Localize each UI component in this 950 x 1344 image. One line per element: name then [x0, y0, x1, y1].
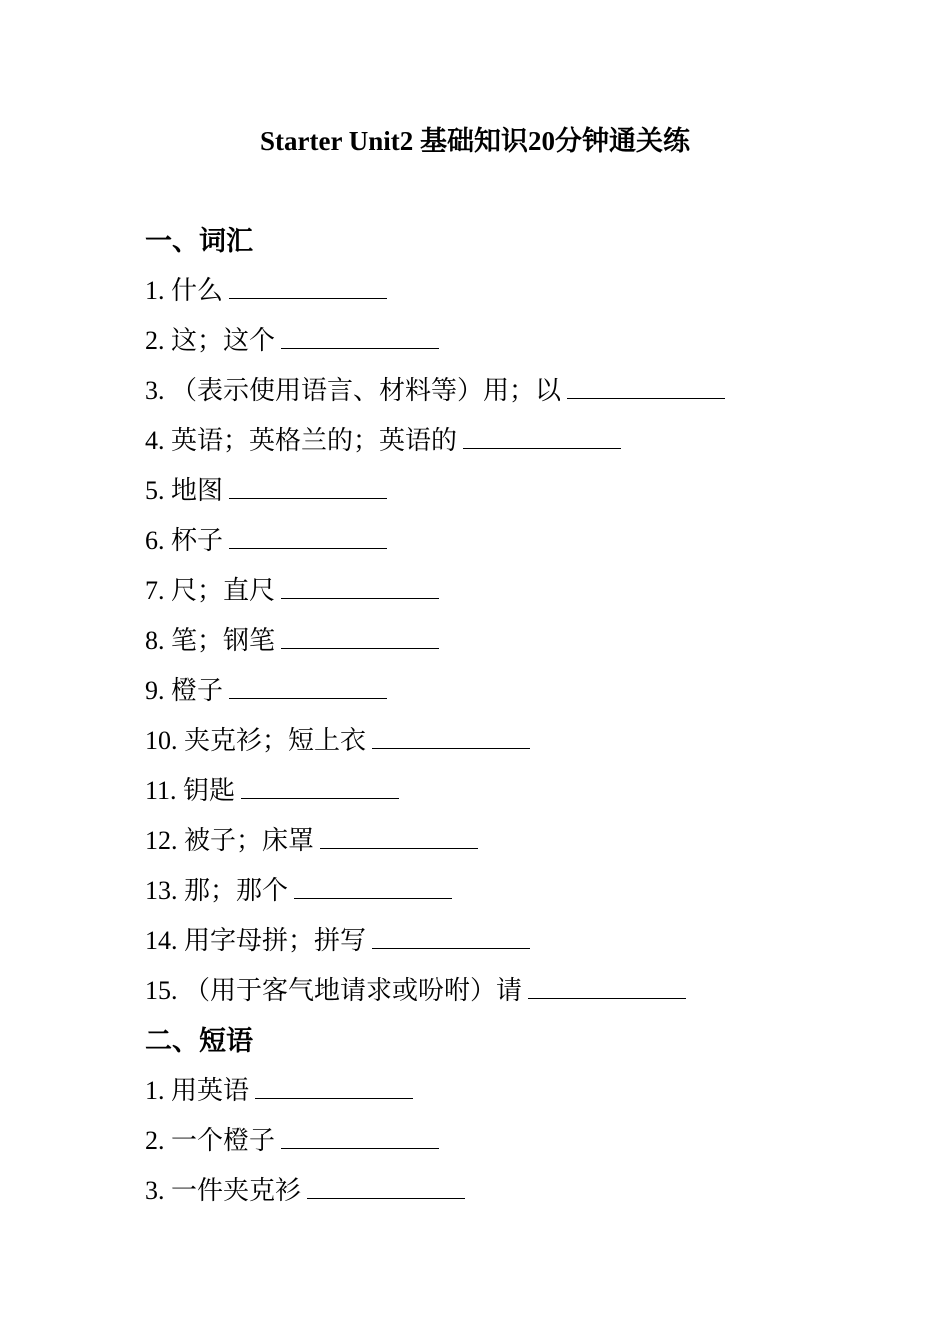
section-heading: 一、词汇 [145, 226, 253, 256]
question-label: 2. 这；这个 [145, 326, 276, 355]
question-item [145, 1170, 905, 1220]
question-label: 10. 夹克衫；短上衣 [145, 726, 367, 755]
question-label: 8. 笔；钢笔 [145, 626, 276, 655]
question-item [145, 820, 905, 870]
answer-blank[interactable] [567, 376, 725, 399]
question-label: 2. 一个橙子 [145, 1126, 276, 1155]
answer-blank[interactable] [294, 876, 452, 899]
question-label: 4. 英语；英格兰的；英语的 [145, 426, 458, 455]
question-label: 11. 钥匙 [145, 776, 236, 805]
question-item [145, 870, 905, 920]
answer-blank[interactable] [229, 476, 387, 499]
question-label: 15. （用于客气地请求或吩咐）请 [145, 976, 523, 1005]
question-item [145, 670, 905, 720]
answer-blank[interactable] [281, 576, 439, 599]
worksheet-content [145, 220, 905, 1220]
question-item [145, 1120, 905, 1170]
answer-blank[interactable] [241, 776, 399, 799]
answer-blank[interactable] [372, 726, 530, 749]
answer-blank[interactable] [320, 826, 478, 849]
question-item [145, 620, 905, 670]
question-label: 3. （表示使用语言、材料等）用；以 [145, 376, 562, 405]
question-item [145, 920, 905, 970]
answer-blank[interactable] [463, 426, 621, 449]
answer-blank[interactable] [229, 526, 387, 549]
question-label: 5. 地图 [145, 476, 224, 505]
answer-blank[interactable] [307, 1176, 465, 1199]
question-item [145, 320, 905, 370]
question-item [145, 770, 905, 820]
answer-blank[interactable] [229, 276, 387, 299]
question-item [145, 470, 905, 520]
section-heading: 二、短语 [145, 1026, 253, 1056]
answer-blank[interactable] [281, 1126, 439, 1149]
answer-blank[interactable] [229, 676, 387, 699]
question-label: 14. 用字母拼；拼写 [145, 926, 367, 955]
question-label: 13. 那；那个 [145, 876, 289, 905]
question-item [145, 720, 905, 770]
question-item [145, 520, 905, 570]
page-title: Starter Unit2 基础知识20分钟通关练 [260, 126, 690, 156]
question-item [145, 1070, 905, 1120]
answer-blank[interactable] [528, 976, 686, 999]
question-item [145, 570, 905, 620]
question-label: 7. 尺；直尺 [145, 576, 276, 605]
question-item [145, 370, 905, 420]
answer-blank[interactable] [281, 626, 439, 649]
question-item [145, 420, 905, 470]
question-label: 6. 杯子 [145, 526, 224, 555]
question-label: 12. 被子；床罩 [145, 826, 315, 855]
question-label: 1. 用英语 [145, 1076, 250, 1105]
answer-blank[interactable] [255, 1076, 413, 1099]
answer-blank[interactable] [372, 926, 530, 949]
question-item [145, 270, 905, 320]
question-label: 1. 什么 [145, 276, 224, 305]
question-label: 3. 一件夹克衫 [145, 1176, 302, 1205]
question-label: 9. 橙子 [145, 676, 224, 705]
answer-blank[interactable] [281, 326, 439, 349]
question-item [145, 970, 905, 1020]
